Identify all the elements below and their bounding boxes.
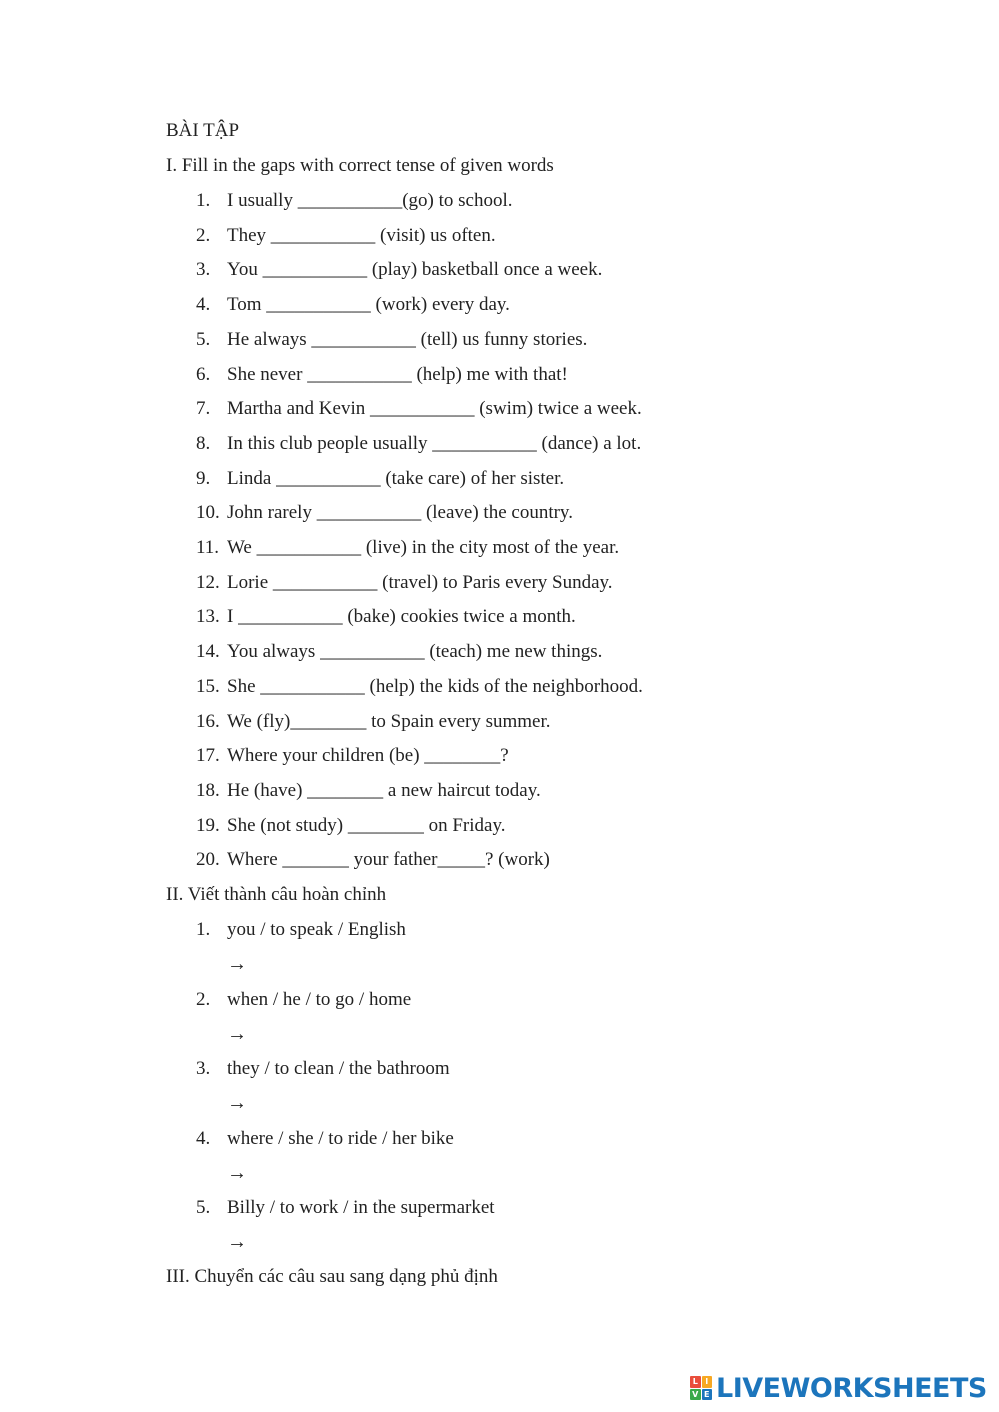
item-number: 11.: [196, 537, 220, 558]
exercise-item: [196, 468, 564, 490]
logo-icon-letter: V: [690, 1389, 701, 1401]
exercise-item: [196, 225, 496, 247]
item-number: 20.: [196, 849, 220, 871]
item-text: when / he / to go / home: [227, 988, 412, 1010]
item-number: 10.: [196, 502, 220, 524]
item-number: 16.: [196, 710, 220, 732]
item-number: 2.: [196, 988, 211, 1010]
exercise-item: [196, 364, 568, 386]
exercise-item: [196, 190, 513, 212]
item-number: 3.: [196, 259, 211, 281]
item-number: 15.: [196, 675, 220, 697]
answer-arrow-icon: →: [227, 1022, 247, 1045]
sentence-prompt: [196, 989, 411, 1011]
item-text: Lorie ___________ (travel) to Paris every Sunday.: [227, 571, 613, 593]
item-number: 9.: [196, 467, 211, 489]
item-text: they / to clean / the bathroom: [227, 1058, 450, 1079]
item-text: Martha and Kevin ___________ (swim) twice a week.: [227, 398, 642, 420]
item-number: 14.: [196, 641, 220, 663]
exercise-item: [196, 676, 643, 698]
item-text: I usually ___________(go) to school.: [227, 190, 513, 211]
answer-arrow-icon: →: [227, 953, 247, 975]
logo-icon-letter: L: [690, 1376, 701, 1388]
item-number: 1.: [196, 919, 211, 940]
exercise-item: [196, 259, 602, 281]
item-text: you / to speak / English: [227, 919, 406, 940]
exercise-item: [196, 294, 510, 316]
item-number: 18.: [196, 779, 220, 801]
answer-arrow-icon: →: [227, 1231, 247, 1253]
item-number: 1.: [196, 190, 211, 211]
section-1-heading: I. Fill in the gaps with correct tense of given words: [166, 155, 554, 176]
item-text: You always ___________ (teach) me new things.: [227, 641, 603, 663]
item-number: 13.: [196, 606, 220, 628]
item-text: In this club people usually ___________ (dance) a lot.: [227, 432, 642, 454]
liveworksheets-logo: [690, 1372, 987, 1404]
sentence-prompt: [196, 1197, 495, 1219]
item-number: 17.: [196, 745, 220, 767]
exercise-item: [196, 502, 573, 524]
item-text: He (have) ________ a new haircut today.: [227, 779, 541, 801]
item-number: 2.: [196, 224, 211, 246]
logo-icon-letter: E: [702, 1389, 713, 1401]
item-text: She never ___________ (help) me with that!: [227, 363, 568, 385]
item-number: 4.: [196, 1127, 211, 1149]
exercise-item: [196, 815, 505, 837]
logo-icon-letter: I: [702, 1376, 713, 1388]
item-text: We ___________ (live) in the city most of the year.: [227, 537, 620, 558]
item-text: She (not study) ________ on Friday.: [227, 814, 506, 836]
sentence-prompt: [196, 1128, 454, 1150]
item-text: John rarely ___________ (leave) the country.: [227, 502, 573, 524]
item-text: I ___________ (bake) cookies twice a month.: [227, 606, 576, 628]
item-text: Where your children (be) ________?: [227, 745, 509, 767]
section-3-heading: III. Chuyển các câu sau sang dạng phủ định: [166, 1266, 498, 1287]
item-text: He always ___________ (tell) us funny stories.: [227, 328, 588, 350]
sentence-prompt: [196, 919, 406, 941]
item-text: Where _______ your father_____? (work): [227, 849, 550, 871]
exercise-item: [196, 849, 550, 871]
answer-arrow-icon: →: [227, 1161, 247, 1184]
item-text: Tom ___________ (work) every day.: [227, 294, 510, 316]
answer-arrow-icon: →: [227, 1092, 247, 1114]
exercise-item: [196, 572, 613, 594]
exercise-item: [196, 433, 641, 455]
exercise-item: [196, 606, 576, 628]
item-text: They ___________ (visit) us often.: [227, 224, 496, 246]
item-text: We (fly)________ to Spain every summer.: [227, 710, 551, 732]
item-number: 3.: [196, 1058, 211, 1079]
item-text: You ___________ (play) basketball once a week.: [227, 259, 603, 281]
item-number: 6.: [196, 363, 211, 385]
exercise-item: [196, 329, 587, 351]
item-number: 5.: [196, 1197, 211, 1218]
item-text: She ___________ (help) the kids of the neighborhood.: [227, 675, 643, 697]
exercise-item: [196, 537, 619, 559]
sentence-prompt: [196, 1058, 450, 1080]
item-text: Linda ___________ (take care) of her sister.: [227, 467, 565, 489]
item-number: 7.: [196, 398, 211, 420]
exercise-item: [196, 398, 642, 420]
logo-text: LIVEWORKSHEETS: [716, 1372, 987, 1404]
item-text: where / she / to ride / her bike: [227, 1127, 454, 1149]
section-2-heading: II. Viết thành câu hoàn chỉnh: [166, 884, 387, 905]
item-number: 19.: [196, 814, 220, 836]
item-number: 12.: [196, 571, 220, 593]
exercise-item: [196, 641, 602, 663]
logo-icon: [690, 1376, 712, 1400]
exercise-item: [196, 711, 551, 733]
exercise-item: [196, 780, 541, 802]
item-text: Billy / to work / in the supermarket: [227, 1197, 495, 1218]
item-number: 5.: [196, 328, 211, 350]
item-number: 4.: [196, 294, 211, 316]
item-number: 8.: [196, 432, 211, 454]
exercise-item: [196, 745, 509, 767]
page-title: BÀI TẬP: [166, 120, 240, 141]
